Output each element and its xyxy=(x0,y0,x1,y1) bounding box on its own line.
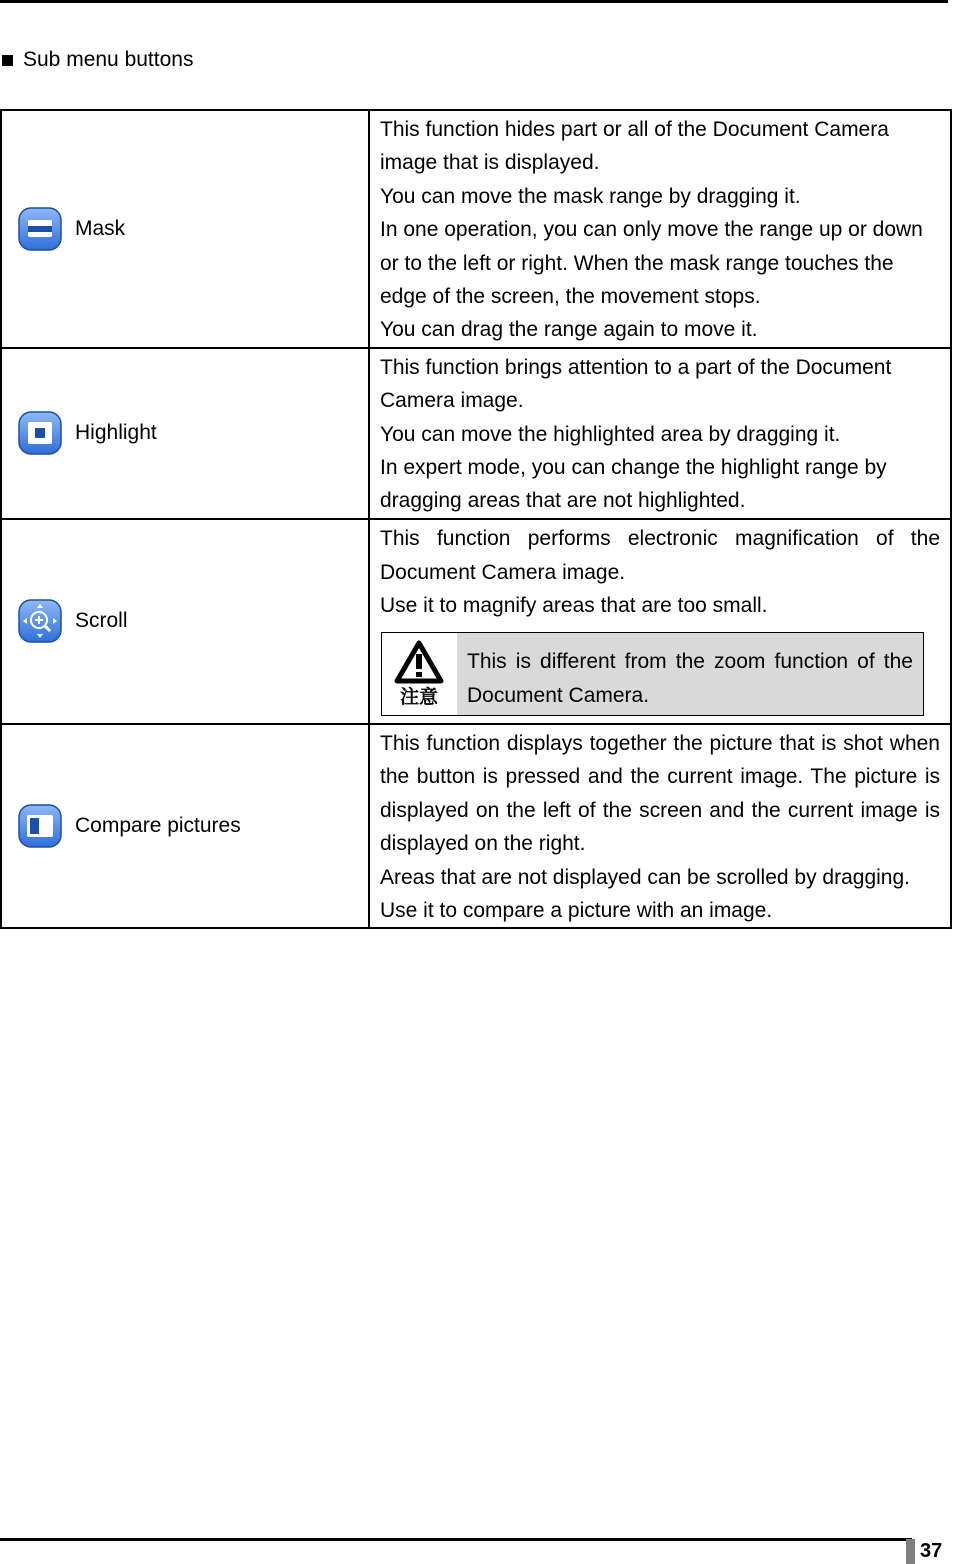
page-number: 37 xyxy=(920,1540,943,1562)
description-line: You can move the highlighted area by dragging it. xyxy=(380,422,841,446)
description-line: You can drag the range again to move it. xyxy=(380,318,758,342)
description-line: Use it to compare a picture with an image. xyxy=(380,898,773,922)
page-footer xyxy=(906,1539,954,1564)
caution-icon-label: 注意 xyxy=(399,686,439,709)
caution-note-text: This is different from the zoom function of the Document Camera. xyxy=(467,650,913,707)
table-row xyxy=(1,348,951,519)
description-line: This function brings attention to a part of the Document Camera image. xyxy=(380,355,892,413)
mask-label: Mask xyxy=(75,216,126,240)
scroll-label: Scroll xyxy=(75,609,128,633)
function-name-cell xyxy=(1,110,369,348)
sub-menu-buttons-table xyxy=(0,109,952,929)
table-row xyxy=(1,110,951,348)
highlight-label: Highlight xyxy=(75,421,157,445)
description-line: In one operation, you can only move the range up or down or to the left or right. When the mask range touches the edge of the screen, the movement stops. xyxy=(380,218,923,309)
mask-icon[interactable] xyxy=(17,206,63,252)
caution-icon xyxy=(393,639,445,709)
compare-pictures-label: Compare pictures xyxy=(75,814,241,838)
description-line: In expert mode, you can change the highlight range by dragging areas that are not highlighted. xyxy=(380,456,887,513)
section-heading-text: Sub menu buttons xyxy=(23,48,194,71)
section-heading xyxy=(2,47,193,73)
description-line: Use it to magnify areas that are too small. xyxy=(380,594,768,618)
table-row xyxy=(1,724,951,928)
function-name-cell xyxy=(1,724,369,928)
function-description-cell xyxy=(369,519,951,724)
description-line: This function displays together the picture that is shot when the button is pressed and the current image. The picture is displayed on the left of the screen and the current image is displayed on the right. xyxy=(380,731,940,856)
scroll-icon[interactable] xyxy=(17,598,63,644)
bottom-rule xyxy=(0,1538,912,1541)
table-row xyxy=(1,519,951,724)
highlight-icon[interactable] xyxy=(17,410,63,456)
description-line: This function hides part or all of the Document Camera image that is displayed. xyxy=(380,118,889,175)
square-bullet-icon xyxy=(2,55,13,66)
top-rule xyxy=(0,0,948,3)
function-description-cell xyxy=(369,348,951,519)
page-tab-marker xyxy=(906,1539,915,1564)
function-description-cell xyxy=(369,724,951,928)
compare-pictures-icon[interactable] xyxy=(17,803,63,849)
description-line: Areas that are not displayed can be scrolled by dragging. xyxy=(380,865,910,889)
caution-note xyxy=(381,632,924,716)
description-line: This function performs electronic magnification of the Document Camera image. xyxy=(380,527,940,584)
function-description-cell xyxy=(369,110,951,348)
description-line: You can move the mask range by dragging it. xyxy=(380,184,801,208)
function-name-cell xyxy=(1,519,369,724)
function-name-cell xyxy=(1,348,369,519)
